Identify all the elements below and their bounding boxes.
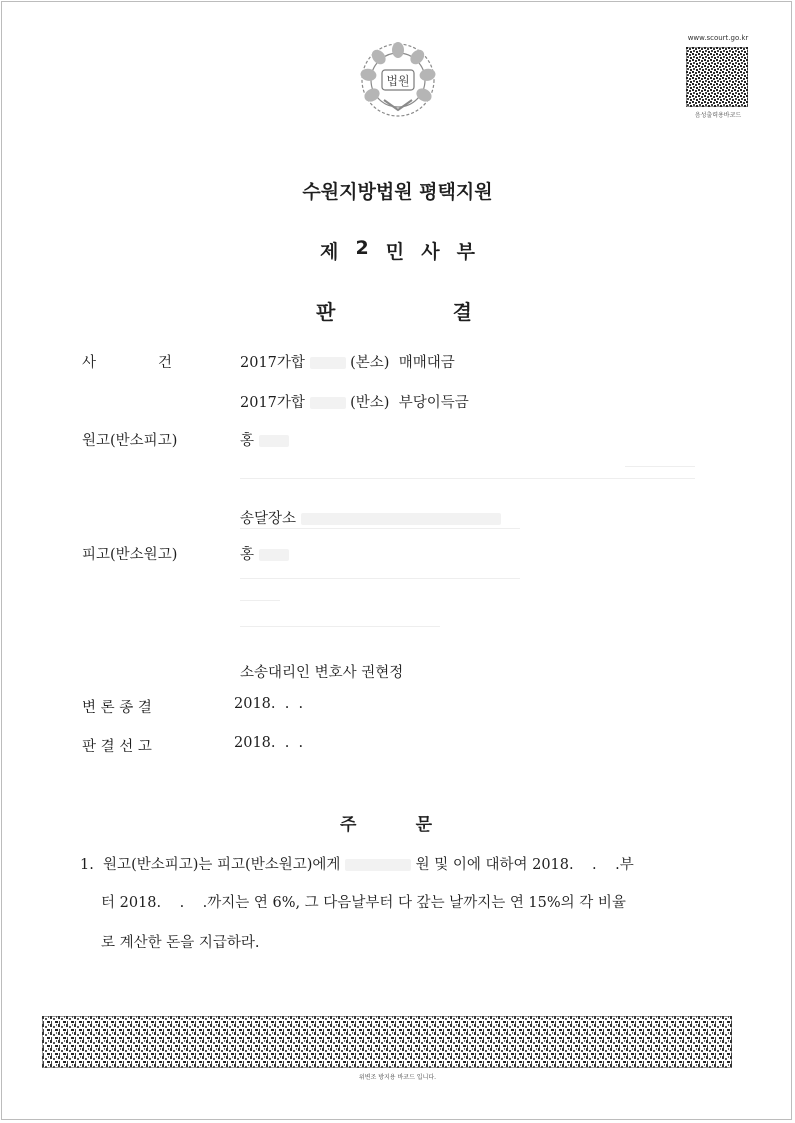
case-entry-1: 2017가합 (본소) 매매대금 [240, 355, 455, 371]
redaction [310, 357, 346, 369]
hearing-end-date: 2018. . . [234, 696, 304, 712]
qr-code-icon [686, 47, 748, 107]
defendant-label: 피고(반소원고) [82, 547, 178, 563]
judgment-date: 2018. . . [234, 735, 304, 751]
court-name: 수원지방법원 평택지원 [302, 181, 493, 203]
redaction [259, 435, 289, 447]
faint-mark [240, 578, 520, 579]
defendant-name: 홍 [240, 543, 289, 564]
attorney: 소송대리인 변호사 권현정 [240, 665, 404, 681]
faint-mark [240, 478, 695, 479]
plaintiff-name: 홍 [240, 429, 289, 450]
order-heading: 주 문 [340, 815, 432, 835]
redaction [345, 859, 411, 871]
court-emblem-icon [358, 40, 438, 120]
faint-mark [625, 466, 695, 467]
redaction [310, 397, 346, 409]
service-address: 송달장소 [240, 507, 501, 528]
faint-mark [240, 626, 440, 627]
emblem-text: 법원 [386, 74, 410, 88]
order-line-3: 로 계산한 돈을 지급하라. [101, 935, 260, 951]
qr-url: www.scourt.go.kr [687, 34, 749, 42]
faint-mark [240, 600, 280, 601]
case-entry-2: 2017가합 (반소) 부당이득금 [240, 395, 469, 411]
plaintiff-label: 원고(반소피고) [82, 433, 178, 449]
redaction [301, 513, 501, 525]
order-line-1: 1. 원고(반소피고)는 피고(반소원고)에게 원 및 이에 대하여 2018. . .부 [80, 857, 634, 873]
qr-caption: 음성출력용바코드 [694, 112, 742, 119]
barcode-caption: 위변조 방지용 바코드 입니다. [358, 1074, 437, 1081]
redaction [259, 549, 289, 561]
case-label: 사 건 [82, 355, 172, 371]
division-heading: 제 2 민 사 부 [320, 237, 475, 263]
faint-mark [240, 528, 520, 529]
document-title: 판 결 [316, 300, 472, 324]
anti-forgery-barcode-icon [42, 1016, 732, 1068]
hearing-end-label: 변 론 종 결 [82, 700, 152, 716]
judgment-date-label: 판 결 선 고 [82, 739, 152, 755]
order-line-2: 터 2018. . .까지는 연 6%, 그 다음날부터 다 갚는 날까지는 연 15%의 각 비율 [101, 895, 626, 911]
